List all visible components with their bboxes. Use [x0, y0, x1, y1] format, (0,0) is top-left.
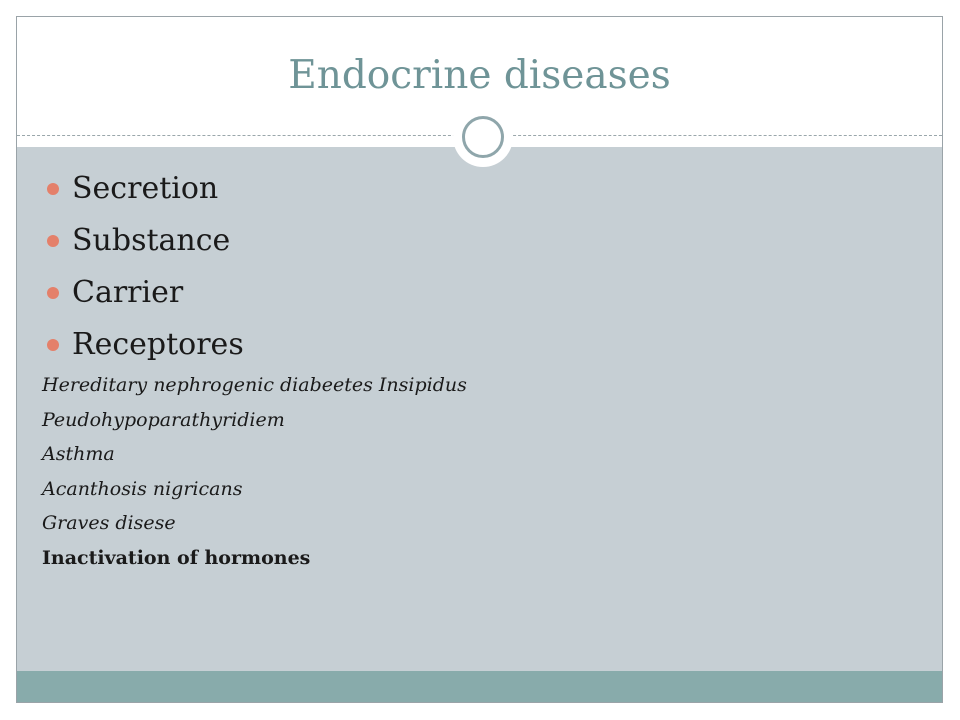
disease-item: Asthma [42, 443, 115, 465]
disease-item: Peudohypoparathyridiem [42, 408, 285, 431]
bullet-label: Secretion [72, 171, 219, 206]
bullet-list [47, 169, 244, 377]
inactivation-heading: Inactivation of hormones [42, 547, 311, 569]
disease-item: Acanthosis nigricans [42, 477, 243, 500]
divider-ring-icon [462, 116, 504, 158]
disease-item: Graves disese [42, 512, 176, 534]
bullet-dot-icon [47, 183, 59, 195]
bullet-item [47, 221, 244, 273]
bullet-item [47, 169, 244, 221]
bullet-label: Carrier [72, 275, 184, 310]
slide-title: Endocrine diseases [288, 53, 671, 98]
bullet-dot-icon [47, 235, 59, 247]
bullet-item [47, 273, 244, 325]
bullet-label: Receptores [72, 327, 244, 362]
slide [16, 16, 943, 703]
disease-list [42, 372, 467, 545]
bullet-dot-icon [47, 339, 59, 351]
bullet-dot-icon [47, 287, 59, 299]
bullet-label: Substance [72, 223, 231, 258]
bullet-item [47, 325, 244, 377]
footer-band [17, 671, 942, 703]
disease-item: Hereditary nephrogenic diabeetes Insipidus [42, 374, 467, 396]
